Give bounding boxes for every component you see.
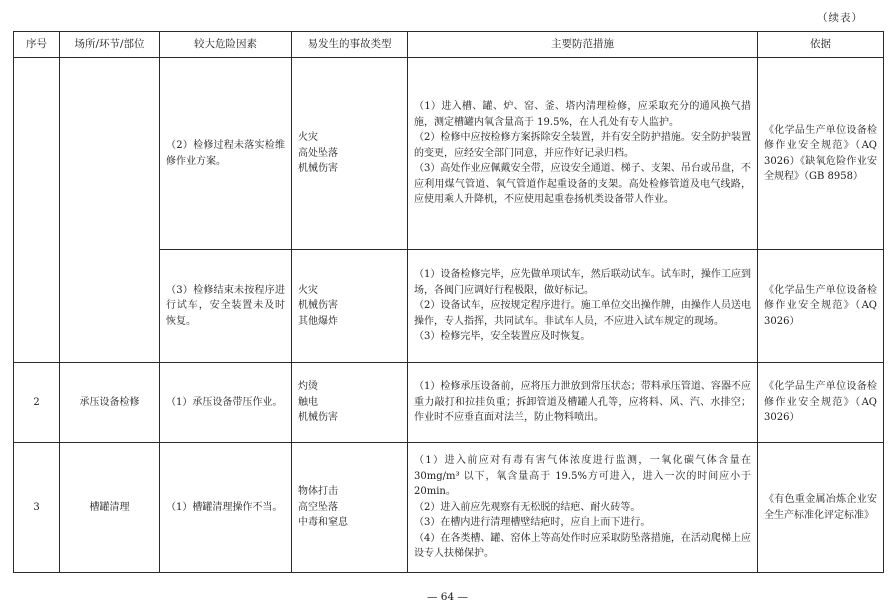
accident-type: 灼烫: [298, 381, 318, 393]
measure-item: （2）检修中应按检修方案拆除安全装置，并有安全防护措施。安全防护装置的变更，应经安全部门同意，并应作好记录归档。: [414, 132, 751, 159]
header-measures: 主要防范措施: [408, 32, 758, 58]
accident-type: 高处坠落: [298, 147, 338, 159]
table-row: [14, 58, 884, 250]
page-number: — 64 —: [426, 591, 469, 603]
measure-item: （2）设备试车，应按规定程序进行。施工单位交出操作牌，由操作人员送电操作，专人指挥，共同试车。非试车人员，不应进入试车规定的现场。: [414, 300, 751, 327]
measure-item: （4）在各类槽、罐、窑体上等高处作时应采取防坠落措施，在活动爬梯上应设专人扶梯保护。: [414, 532, 751, 560]
row-basis: 《有色重金属冶炼企业安全生产标准化评定标准》: [758, 443, 884, 573]
row-measures: [408, 250, 758, 363]
accident-type: 物体打击: [298, 486, 338, 498]
measure-item: （1）设备检修完毕，应先做单项试车，然后联动试车。试车时，操作工应到场，各阀门应调好行程极限，做好标记。: [414, 269, 751, 296]
measure-item: （2）进入前应先观察有无松脱的结疤、耐火砖等。: [414, 501, 641, 513]
accident-type: 火灾: [298, 284, 318, 296]
risk-table: [13, 31, 884, 573]
row-number: 3: [14, 443, 60, 573]
row-place: [60, 58, 160, 363]
row-measures: [408, 443, 758, 573]
row-place: 槽罐清理: [60, 443, 160, 573]
header-accident: 易发生的事故类型: [292, 32, 408, 58]
measure-item: （3）检修完毕，安全装置应及时恢复。: [414, 331, 591, 343]
row-accidents: [292, 363, 408, 443]
accident-type: 机械伤害: [298, 163, 338, 175]
accident-type: 高空坠落: [298, 501, 338, 513]
continued-label: （续表）: [817, 12, 863, 24]
header-place: 场所/环节/部位: [60, 32, 160, 58]
row-measures: [408, 363, 758, 443]
accident-type: 机械伤害: [298, 412, 338, 424]
accident-type: 火灾: [298, 132, 318, 144]
row-factor: （2）检修过程未落实检维修作业方案。: [160, 58, 292, 250]
row-number: [14, 58, 60, 363]
row-factor: （1）槽罐清理操作不当。: [160, 443, 292, 573]
accident-type: 中毒和窒息: [298, 517, 348, 529]
row-measures: [408, 58, 758, 250]
row-factor: （1）承压设备带压作业。: [160, 363, 292, 443]
measure-item: （3）在槽内进行清理槽壁结疤时，应自上而下进行。: [414, 517, 651, 529]
measure-item: （1）进入槽、罐、炉、窑、釜、塔内清理检修，应采取充分的通风换气措施，测定槽罐内氧含量高于 19.5%，在人孔处有专人监护。: [414, 101, 751, 128]
header-factor: 较大危险因素: [160, 32, 292, 58]
measure-item: （1）进入前应对有毒有害气体浓度进行监测，一氧化碳气体含量在 30mg/m³ 以下，氧含量高于 19.5%方可进入，进入一次的时间应小于 20min。: [414, 455, 751, 498]
accident-type: 触电: [298, 396, 318, 408]
row-accidents: [292, 58, 408, 250]
row-factor: （3）检修结束未按程序进行试车，安全装置未及时恢复。: [160, 250, 292, 363]
measure-item: （3）高处作业应佩戴安全带，应设安全通道、梯子、支架、吊台或吊盘，不应利用煤气管道、氧气管道作起重设备的支架。高处检修管道及电气线路，应使用乘人升降机，不应使用起重卷扬机类设备带人作业。: [414, 163, 751, 206]
row-basis: 《化学品生产单位设备检修作业安全规范》（AQ 3026）: [758, 363, 884, 443]
accident-type: 机械伤害: [298, 300, 338, 312]
table-row: [14, 363, 884, 443]
row-accidents: [292, 250, 408, 363]
header-basis: 依据: [758, 32, 884, 58]
row-accidents: [292, 443, 408, 573]
row-basis: 《化学品生产单位设备检修作业安全规范》（AQ 3026）《缺氧危险作业安全规程》（GB 8958）: [758, 58, 884, 250]
accident-type: 其他爆炸: [298, 315, 338, 327]
row-place: 承压设备检修: [60, 363, 160, 443]
measure-item: （1）检修承压设备前，应将压力泄放到常压状态；带料承压管道、容器不应重力敲打和拉挂负重；拆卸管道及槽罐人孔等，应将料、风、汽、水排空；作业时不应垂直面对法兰，防止物料喷出。: [414, 381, 751, 424]
header-no: 序号: [14, 32, 60, 58]
row-basis: 《化学品生产单位设备检修作业安全规范》（AQ 3026）: [758, 250, 884, 363]
table-header-row: [14, 32, 884, 58]
table-row: [14, 443, 884, 573]
row-number: 2: [14, 363, 60, 443]
